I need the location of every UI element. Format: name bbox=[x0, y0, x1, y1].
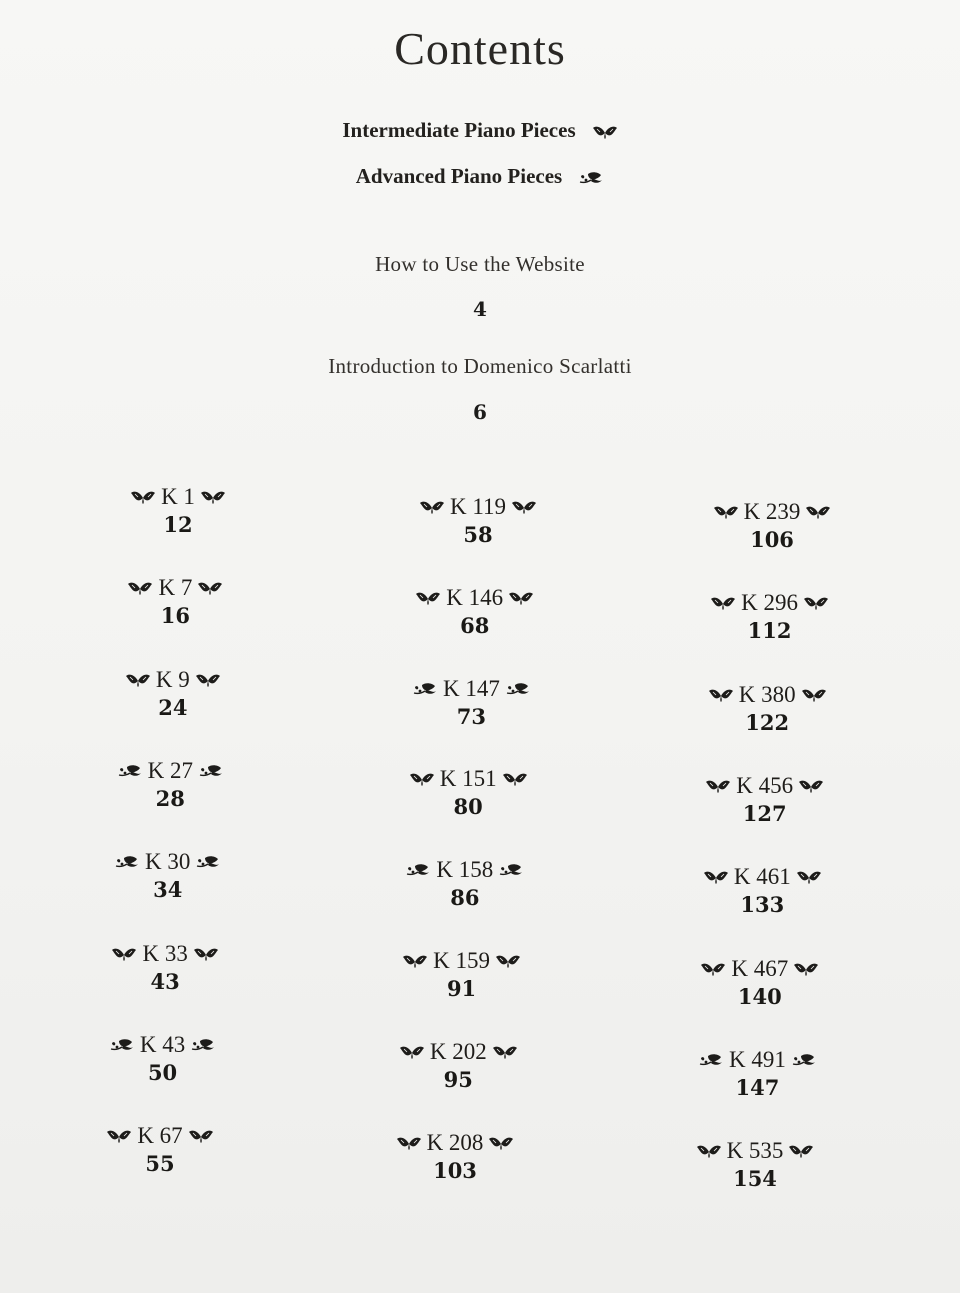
butterfly-ornament-icon bbox=[127, 580, 153, 596]
sonata-label: K 535 bbox=[726, 1138, 784, 1164]
toc-entry[interactable] bbox=[75, 574, 275, 628]
butterfly-ornament-icon bbox=[399, 1044, 425, 1060]
page-number: 95 bbox=[443, 1066, 473, 1092]
sonata-label: K 208 bbox=[426, 1129, 484, 1155]
sonata-line bbox=[78, 483, 278, 511]
butterfly-ornament-icon bbox=[125, 672, 151, 688]
sonata-line bbox=[657, 1046, 857, 1074]
sonata-line bbox=[375, 584, 575, 612]
butterfly-ornament-icon bbox=[803, 595, 829, 611]
page-number: 127 bbox=[742, 800, 787, 826]
butterfly-ornament-icon bbox=[793, 961, 819, 977]
butterfly-ornament-icon bbox=[492, 1044, 518, 1060]
page-number: 68 bbox=[460, 612, 490, 638]
toc-entry[interactable] bbox=[362, 947, 562, 1001]
toc-entry[interactable] bbox=[375, 584, 575, 638]
toc-entry[interactable] bbox=[60, 1122, 260, 1176]
sonata-line bbox=[655, 1137, 855, 1165]
butterfly-ornament-icon bbox=[805, 504, 831, 520]
page-number: 133 bbox=[740, 892, 785, 918]
page-number: 50 bbox=[147, 1059, 178, 1085]
page-number: 122 bbox=[745, 709, 790, 735]
butterfly-ornament-icon bbox=[130, 489, 156, 505]
page-number: 154 bbox=[733, 1166, 777, 1192]
toc-entry[interactable] bbox=[371, 675, 571, 729]
butterfly-ornament-icon bbox=[415, 590, 441, 606]
flower-ornament-icon bbox=[498, 862, 524, 878]
butterfly-ornament-icon bbox=[111, 946, 137, 962]
toc-entry[interactable] bbox=[63, 1031, 263, 1085]
sonata-label: K 491 bbox=[728, 1046, 786, 1072]
toc-entry[interactable] bbox=[655, 1137, 855, 1191]
butterfly-ornament-icon bbox=[402, 953, 428, 969]
butterfly-ornament-icon bbox=[705, 778, 731, 794]
sonata-line bbox=[368, 765, 568, 793]
butterfly-ornament-icon bbox=[495, 953, 521, 969]
sonata-line bbox=[365, 856, 565, 884]
page-number: 73 bbox=[456, 703, 487, 729]
sonata-line bbox=[73, 666, 273, 694]
butterfly-ornament-icon bbox=[696, 1143, 722, 1159]
sonata-line bbox=[371, 675, 571, 703]
butterfly-ornament-icon bbox=[195, 672, 221, 688]
flower-ornament-icon bbox=[198, 763, 224, 779]
section-title-website[interactable]: How to Use the Website bbox=[375, 252, 585, 276]
sonata-line bbox=[378, 493, 578, 521]
flower-ornament-icon bbox=[109, 1037, 135, 1053]
page-number: 103 bbox=[433, 1157, 477, 1183]
butterfly-ornament-icon bbox=[200, 489, 226, 505]
sonata-line bbox=[667, 681, 867, 709]
sonata-line bbox=[660, 955, 860, 983]
sonata-line bbox=[665, 772, 865, 800]
butterfly-ornament-icon bbox=[488, 1135, 514, 1151]
legend-intermediate bbox=[0, 118, 960, 143]
sonata-label: K 7 bbox=[158, 575, 193, 601]
sonata-label: K 461 bbox=[733, 864, 791, 890]
butterfly-ornament-icon bbox=[713, 504, 739, 520]
page-number: 106 bbox=[750, 527, 794, 552]
sonata-label: K 30 bbox=[145, 849, 191, 875]
butterfly-ornament-icon bbox=[801, 687, 827, 703]
page-number: 28 bbox=[155, 785, 185, 811]
sonata-line bbox=[358, 1038, 558, 1066]
flower-ornament-icon bbox=[791, 1052, 817, 1068]
page-number: 147 bbox=[735, 1074, 780, 1100]
legend-intermediate-label: Intermediate Piano Pieces bbox=[342, 118, 576, 142]
sonata-line bbox=[662, 863, 862, 891]
sonata-label: K 151 bbox=[439, 766, 497, 792]
sonata-label: K 202 bbox=[429, 1038, 487, 1064]
section-title-introduction[interactable]: Introduction to Domenico Scarlatti bbox=[328, 354, 632, 378]
toc-entry[interactable] bbox=[365, 856, 565, 910]
sonata-label: K 159 bbox=[433, 948, 490, 973]
page-number: 24 bbox=[158, 694, 188, 720]
toc-entry[interactable] bbox=[667, 681, 867, 735]
sonata-label: K 43 bbox=[139, 1031, 186, 1057]
butterfly-ornament-icon bbox=[508, 590, 534, 606]
page-number: 91 bbox=[446, 976, 477, 1001]
butterfly-ornament-icon bbox=[798, 778, 824, 794]
butterfly-ornament-icon bbox=[188, 1128, 214, 1144]
sonata-label: K 33 bbox=[142, 940, 188, 966]
toc-entry[interactable] bbox=[670, 589, 870, 643]
sonata-label: K 456 bbox=[736, 772, 794, 798]
butterfly-ornament-icon bbox=[700, 961, 726, 977]
sonata-line bbox=[362, 947, 562, 975]
sonata-line bbox=[670, 589, 870, 617]
toc-entry[interactable] bbox=[78, 483, 278, 537]
toc-entry[interactable] bbox=[657, 1046, 857, 1100]
butterfly-ornament-icon bbox=[708, 687, 734, 703]
legend-advanced bbox=[0, 164, 960, 189]
toc-entry[interactable] bbox=[662, 863, 862, 917]
sonata-line bbox=[70, 757, 270, 785]
toc-entry[interactable] bbox=[660, 955, 860, 1009]
butterfly-ornament-icon bbox=[511, 499, 537, 515]
butterfly-ornament-icon bbox=[703, 869, 729, 885]
page-number: 34 bbox=[153, 877, 183, 903]
page-number: 16 bbox=[160, 603, 191, 629]
butterfly-ornament-icon bbox=[409, 771, 435, 787]
page-number: 112 bbox=[747, 618, 792, 644]
sonata-line bbox=[355, 1129, 555, 1157]
section-page-introduction: 6 bbox=[473, 400, 487, 424]
flower-ornament-icon bbox=[190, 1037, 216, 1053]
page-number: 86 bbox=[450, 885, 480, 911]
butterfly-ornament-icon bbox=[502, 771, 528, 787]
butterfly-ornament-icon bbox=[193, 946, 219, 962]
toc-entry[interactable] bbox=[65, 940, 265, 994]
sonata-label: K 239 bbox=[743, 499, 801, 524]
flower-ornament-icon bbox=[505, 681, 531, 697]
butterfly-ornament-icon bbox=[592, 124, 618, 140]
sonata-label: K 27 bbox=[147, 757, 193, 783]
page-number: 140 bbox=[737, 983, 782, 1009]
butterfly-ornament-icon bbox=[796, 869, 822, 885]
sonata-label: K 296 bbox=[741, 590, 798, 616]
sonata-line bbox=[75, 574, 275, 602]
butterfly-ornament-icon bbox=[106, 1128, 132, 1144]
page-number: 55 bbox=[145, 1151, 175, 1177]
page-title: Contents bbox=[394, 23, 566, 74]
sonata-line bbox=[60, 1122, 260, 1150]
toc-entry[interactable] bbox=[672, 498, 872, 552]
flower-ornament-icon bbox=[117, 763, 143, 779]
page-number: 58 bbox=[463, 522, 493, 547]
butterfly-ornament-icon bbox=[419, 499, 445, 515]
legend-advanced-label: Advanced Piano Pieces bbox=[355, 164, 563, 188]
flower-ornament-icon bbox=[195, 854, 221, 870]
section-page-website: 4 bbox=[473, 297, 487, 321]
toc-entry[interactable] bbox=[70, 757, 270, 811]
toc-entry[interactable] bbox=[378, 493, 578, 547]
sonata-label: K 146 bbox=[446, 584, 504, 610]
butterfly-ornament-icon bbox=[197, 580, 223, 596]
sonata-label: K 9 bbox=[155, 666, 190, 692]
flower-ornament-icon bbox=[412, 681, 438, 697]
toc-entry[interactable] bbox=[355, 1129, 555, 1183]
butterfly-ornament-icon bbox=[396, 1135, 422, 1151]
toc-entry[interactable] bbox=[73, 666, 273, 720]
butterfly-ornament-icon bbox=[788, 1143, 814, 1159]
flower-ornament-icon bbox=[698, 1052, 724, 1068]
flower-ornament-icon bbox=[578, 170, 604, 186]
sonata-line bbox=[65, 940, 265, 968]
sonata-line bbox=[68, 848, 268, 876]
sonata-line bbox=[672, 498, 872, 526]
sonata-label: K 158 bbox=[436, 857, 494, 883]
flower-ornament-icon bbox=[405, 862, 431, 878]
page-number: 80 bbox=[453, 794, 483, 820]
sonata-label: K 119 bbox=[449, 494, 506, 519]
toc-entry[interactable] bbox=[665, 772, 865, 826]
toc-entry[interactable] bbox=[368, 765, 568, 819]
flower-ornament-icon bbox=[114, 854, 140, 870]
page-number: 12 bbox=[163, 512, 193, 537]
butterfly-ornament-icon bbox=[710, 595, 736, 611]
sonata-line bbox=[63, 1031, 263, 1059]
toc-entry[interactable] bbox=[68, 848, 268, 902]
toc-entry[interactable] bbox=[358, 1038, 558, 1092]
sonata-label: K 1 bbox=[161, 484, 195, 509]
page-number: 43 bbox=[150, 968, 180, 994]
sonata-label: K 147 bbox=[442, 675, 500, 701]
sonata-label: K 467 bbox=[731, 955, 789, 981]
sonata-label: K 380 bbox=[738, 681, 796, 707]
sonata-label: K 67 bbox=[137, 1123, 183, 1149]
